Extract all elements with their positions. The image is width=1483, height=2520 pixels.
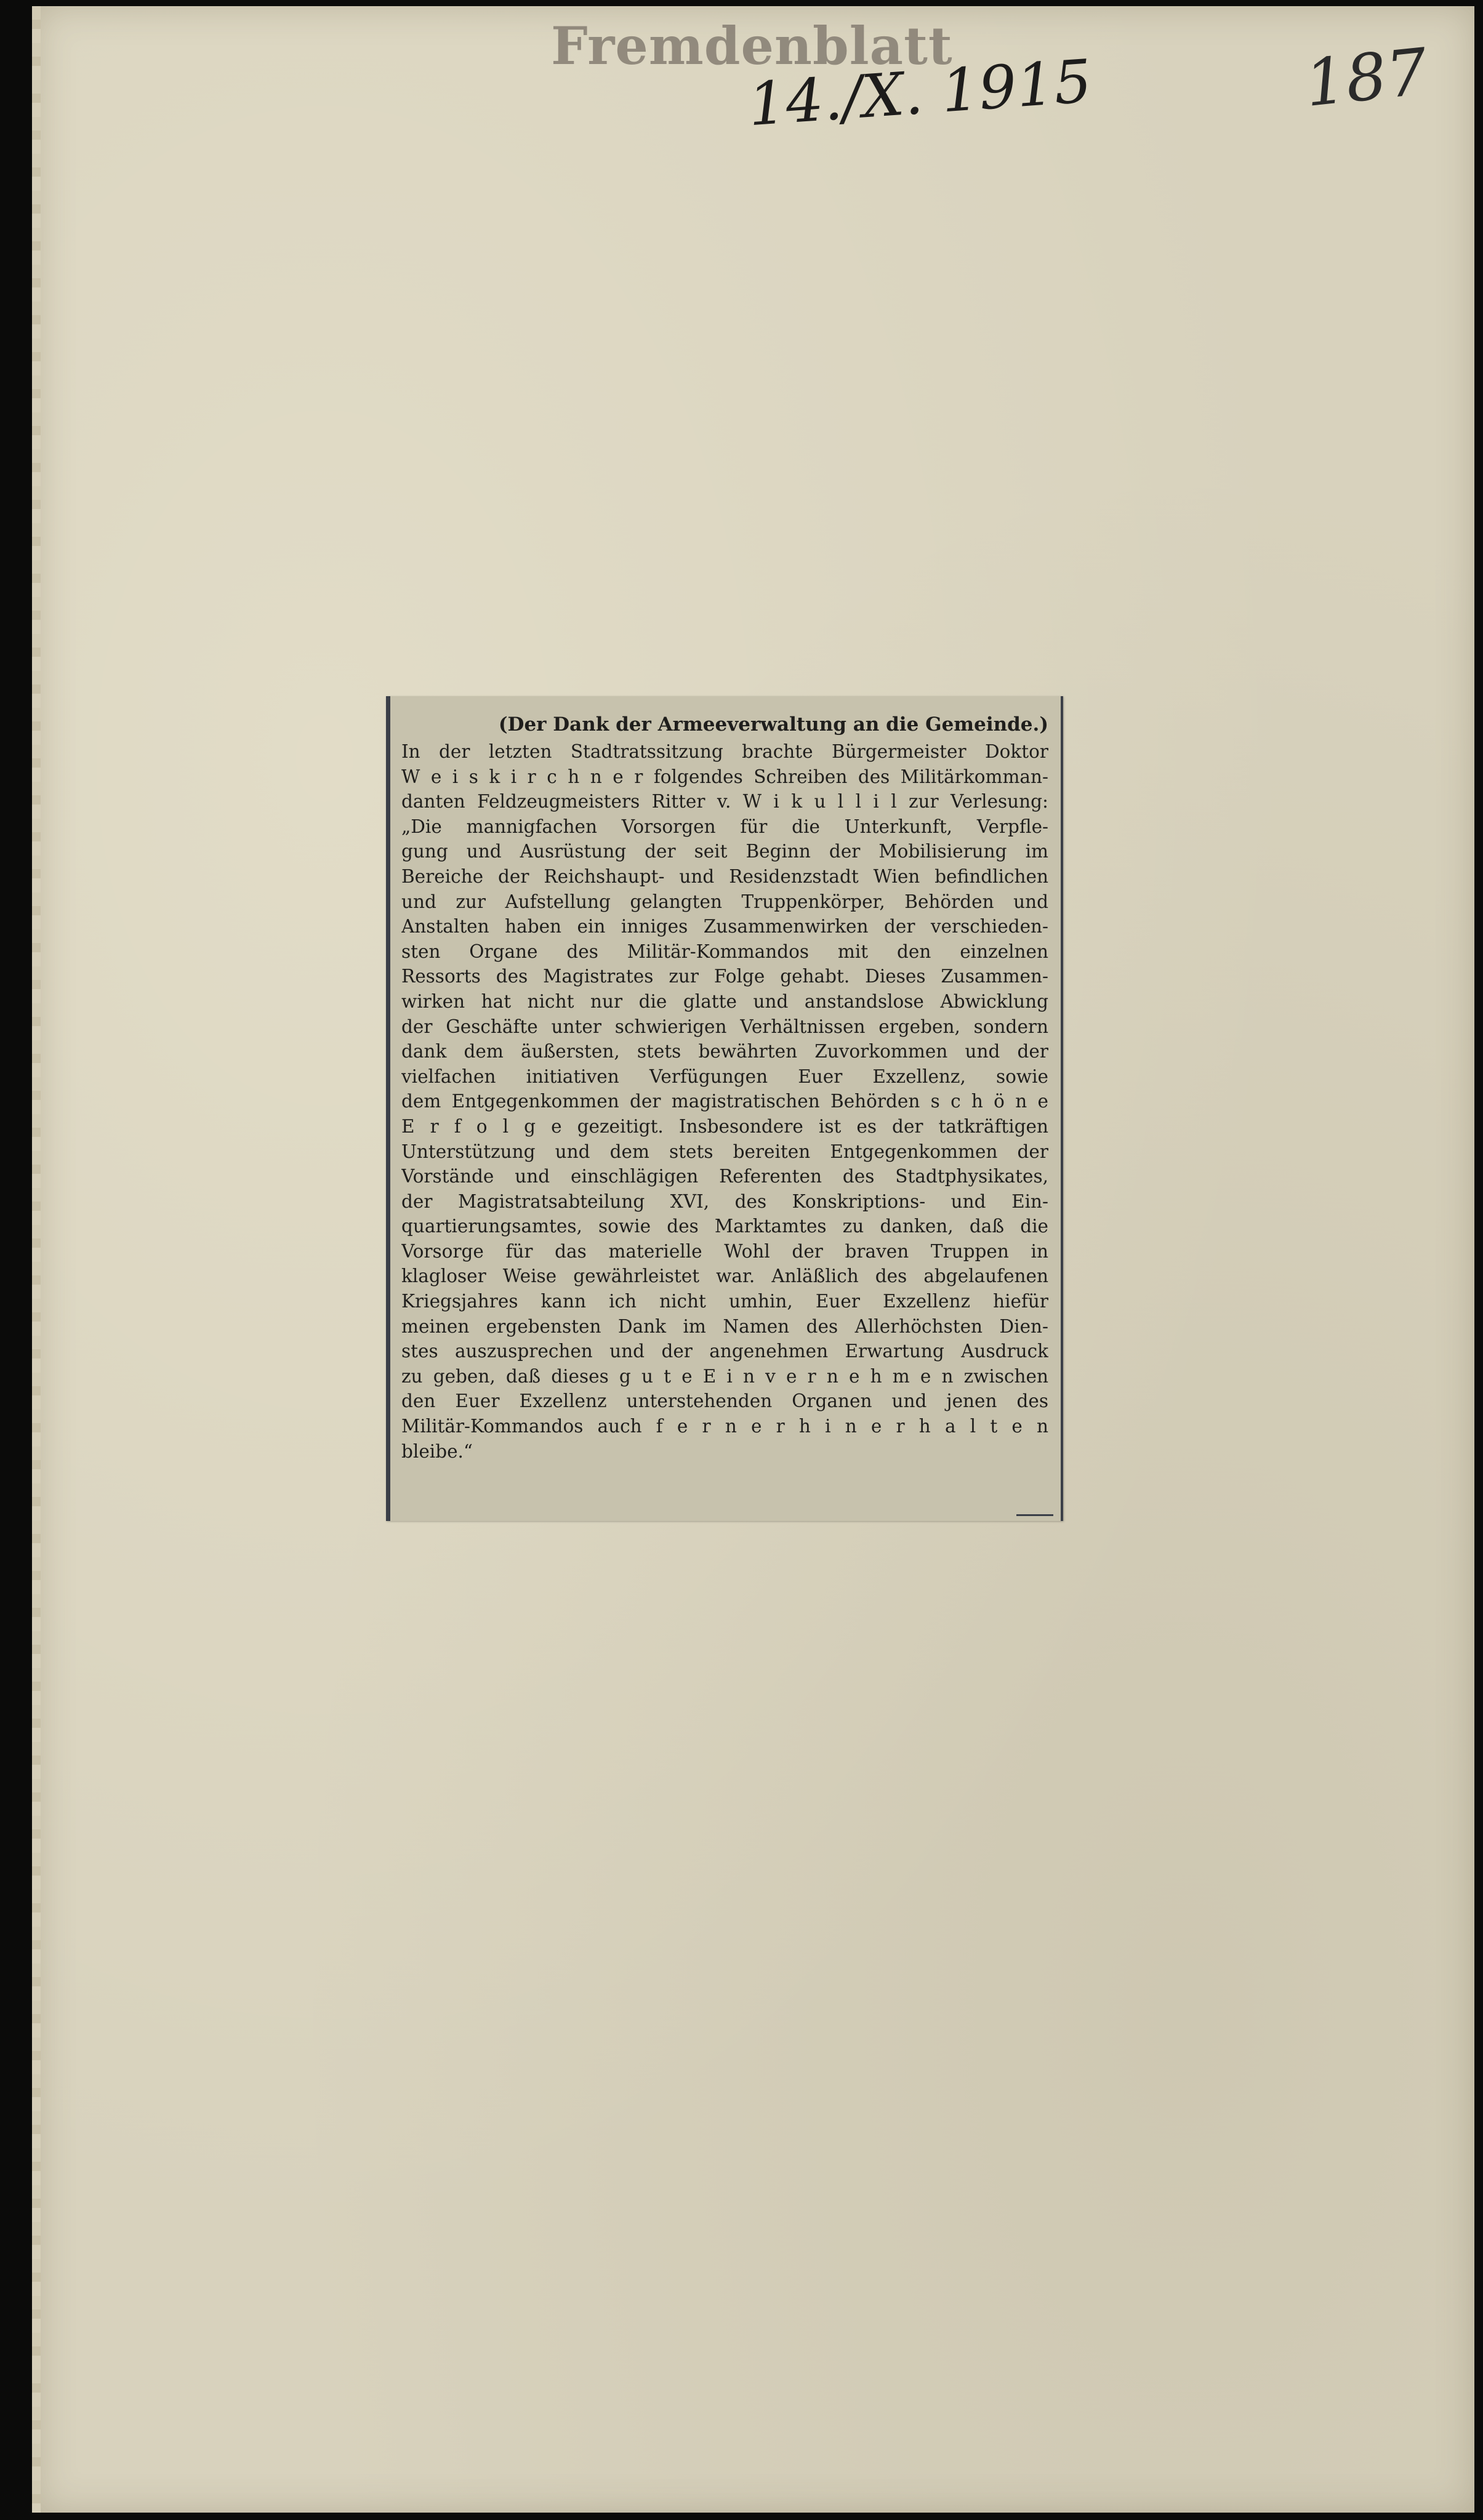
document-sheet [37, 6, 1474, 2513]
clipping-line: danten Feldzeugmeisters Ritter v. W i k u l l i l zur Verlesung: [401, 791, 1048, 813]
clipping-line: Kriegsjahres kann ich nicht umhin, Euer Exzellenz hiefür [401, 1291, 1048, 1312]
clipping-line: W e i s k i r c h n e r folgendes Schreiben des Militärkomman- [401, 766, 1048, 787]
clipping-bottom-rule [1016, 1514, 1053, 1516]
clipping-line: gung und Ausrüstung der seit Beginn der Mobilisierung im [401, 841, 1048, 862]
clipping-line: bleibe.“ [401, 1440, 473, 1462]
clipping-line: E r f o l g e gezeitigt. Insbesondere ist es der tatkräftigen [401, 1115, 1048, 1137]
handwritten-date: 14./X. 1915 [746, 46, 1094, 140]
clipping-line: Unterstützung und dem stets bereiten Entgegenkommen der [401, 1141, 1048, 1162]
clipping-body [401, 739, 1048, 1464]
newspaper-clipping [386, 696, 1063, 1521]
clipping-line: In der letzten Stadtratssitzung brachte Bürgermeister Doktor [401, 741, 1048, 762]
clipping-line: den Euer Exzellenz unterstehenden Organen und jenen des [401, 1390, 1048, 1412]
newspaper-stamp: Fremdenblatt [551, 15, 953, 76]
clipping-line: meinen ergebensten Dank im Namen des Allerhöchsten Dien- [401, 1315, 1048, 1337]
clipping-line: Ressorts des Magistrates zur Folge gehabt. Dieses Zusammen- [401, 966, 1048, 987]
clipping-line: und zur Aufstellung gelangten Truppenkörper, Behörden und [401, 891, 1048, 912]
clipping-line: Anstalten haben ein inniges Zusammenwirken der verschieden- [401, 916, 1048, 937]
clipping-line: dem Entgegenkommen der magistratischen Behörden s c h ö n e [401, 1091, 1048, 1112]
clipping-line: Bereiche der Reichshaupt- und Residenzstadt Wien befindlichen [401, 865, 1048, 887]
clipping-line: stes auszusprechen und der angenehmen Erwartung Ausdruck [401, 1341, 1048, 1362]
clipping-line: klagloser Weise gewährleistet war. Anläßlich des abgelaufenen [401, 1266, 1048, 1287]
clipping-line: sten Organe des Militär-Kommandos mit den einzelnen [401, 941, 1048, 962]
clipping-line: Militär-Kommandos auch f e r n e r h i n e r h a l t e n [401, 1416, 1048, 1437]
clipping-line: der Geschäfte unter schwierigen Verhältnissen ergeben, sondern [401, 1016, 1048, 1037]
clipping-line: Vorstände und einschlägigen Referenten des Stadtphysikates, [401, 1166, 1048, 1187]
clipping-line: Vorsorge für das materielle Wohl der braven Truppen in [401, 1240, 1048, 1262]
clipping-line: quartierungsamtes, sowie des Marktamtes zu danken, daß die [401, 1216, 1048, 1237]
clipping-line: wirken hat nicht nur die glatte und anstandslose Abwicklung [401, 990, 1048, 1012]
clipping-line: dank dem äußersten, stets bewährten Zuvorkommen und der [401, 1041, 1048, 1062]
clipping-title: (Der Dank der Armeeverwaltung an die Gemeinde.) [498, 713, 1048, 736]
clipping-line: zu geben, daß dieses g u t e E i n v e r n e h m e n zwischen [401, 1365, 1048, 1387]
clipping-line: der Magistratsabteilung XVI, des Konskriptions- und Ein- [401, 1190, 1048, 1212]
clipping-line: „Die mannigfachen Vorsorgen für die Unterkunft, Verpfle- [401, 816, 1048, 837]
clipping-line: vielfachen initiativen Verfügungen Euer Exzellenz, sowie [401, 1065, 1048, 1087]
folio-number: 187 [1301, 33, 1431, 122]
